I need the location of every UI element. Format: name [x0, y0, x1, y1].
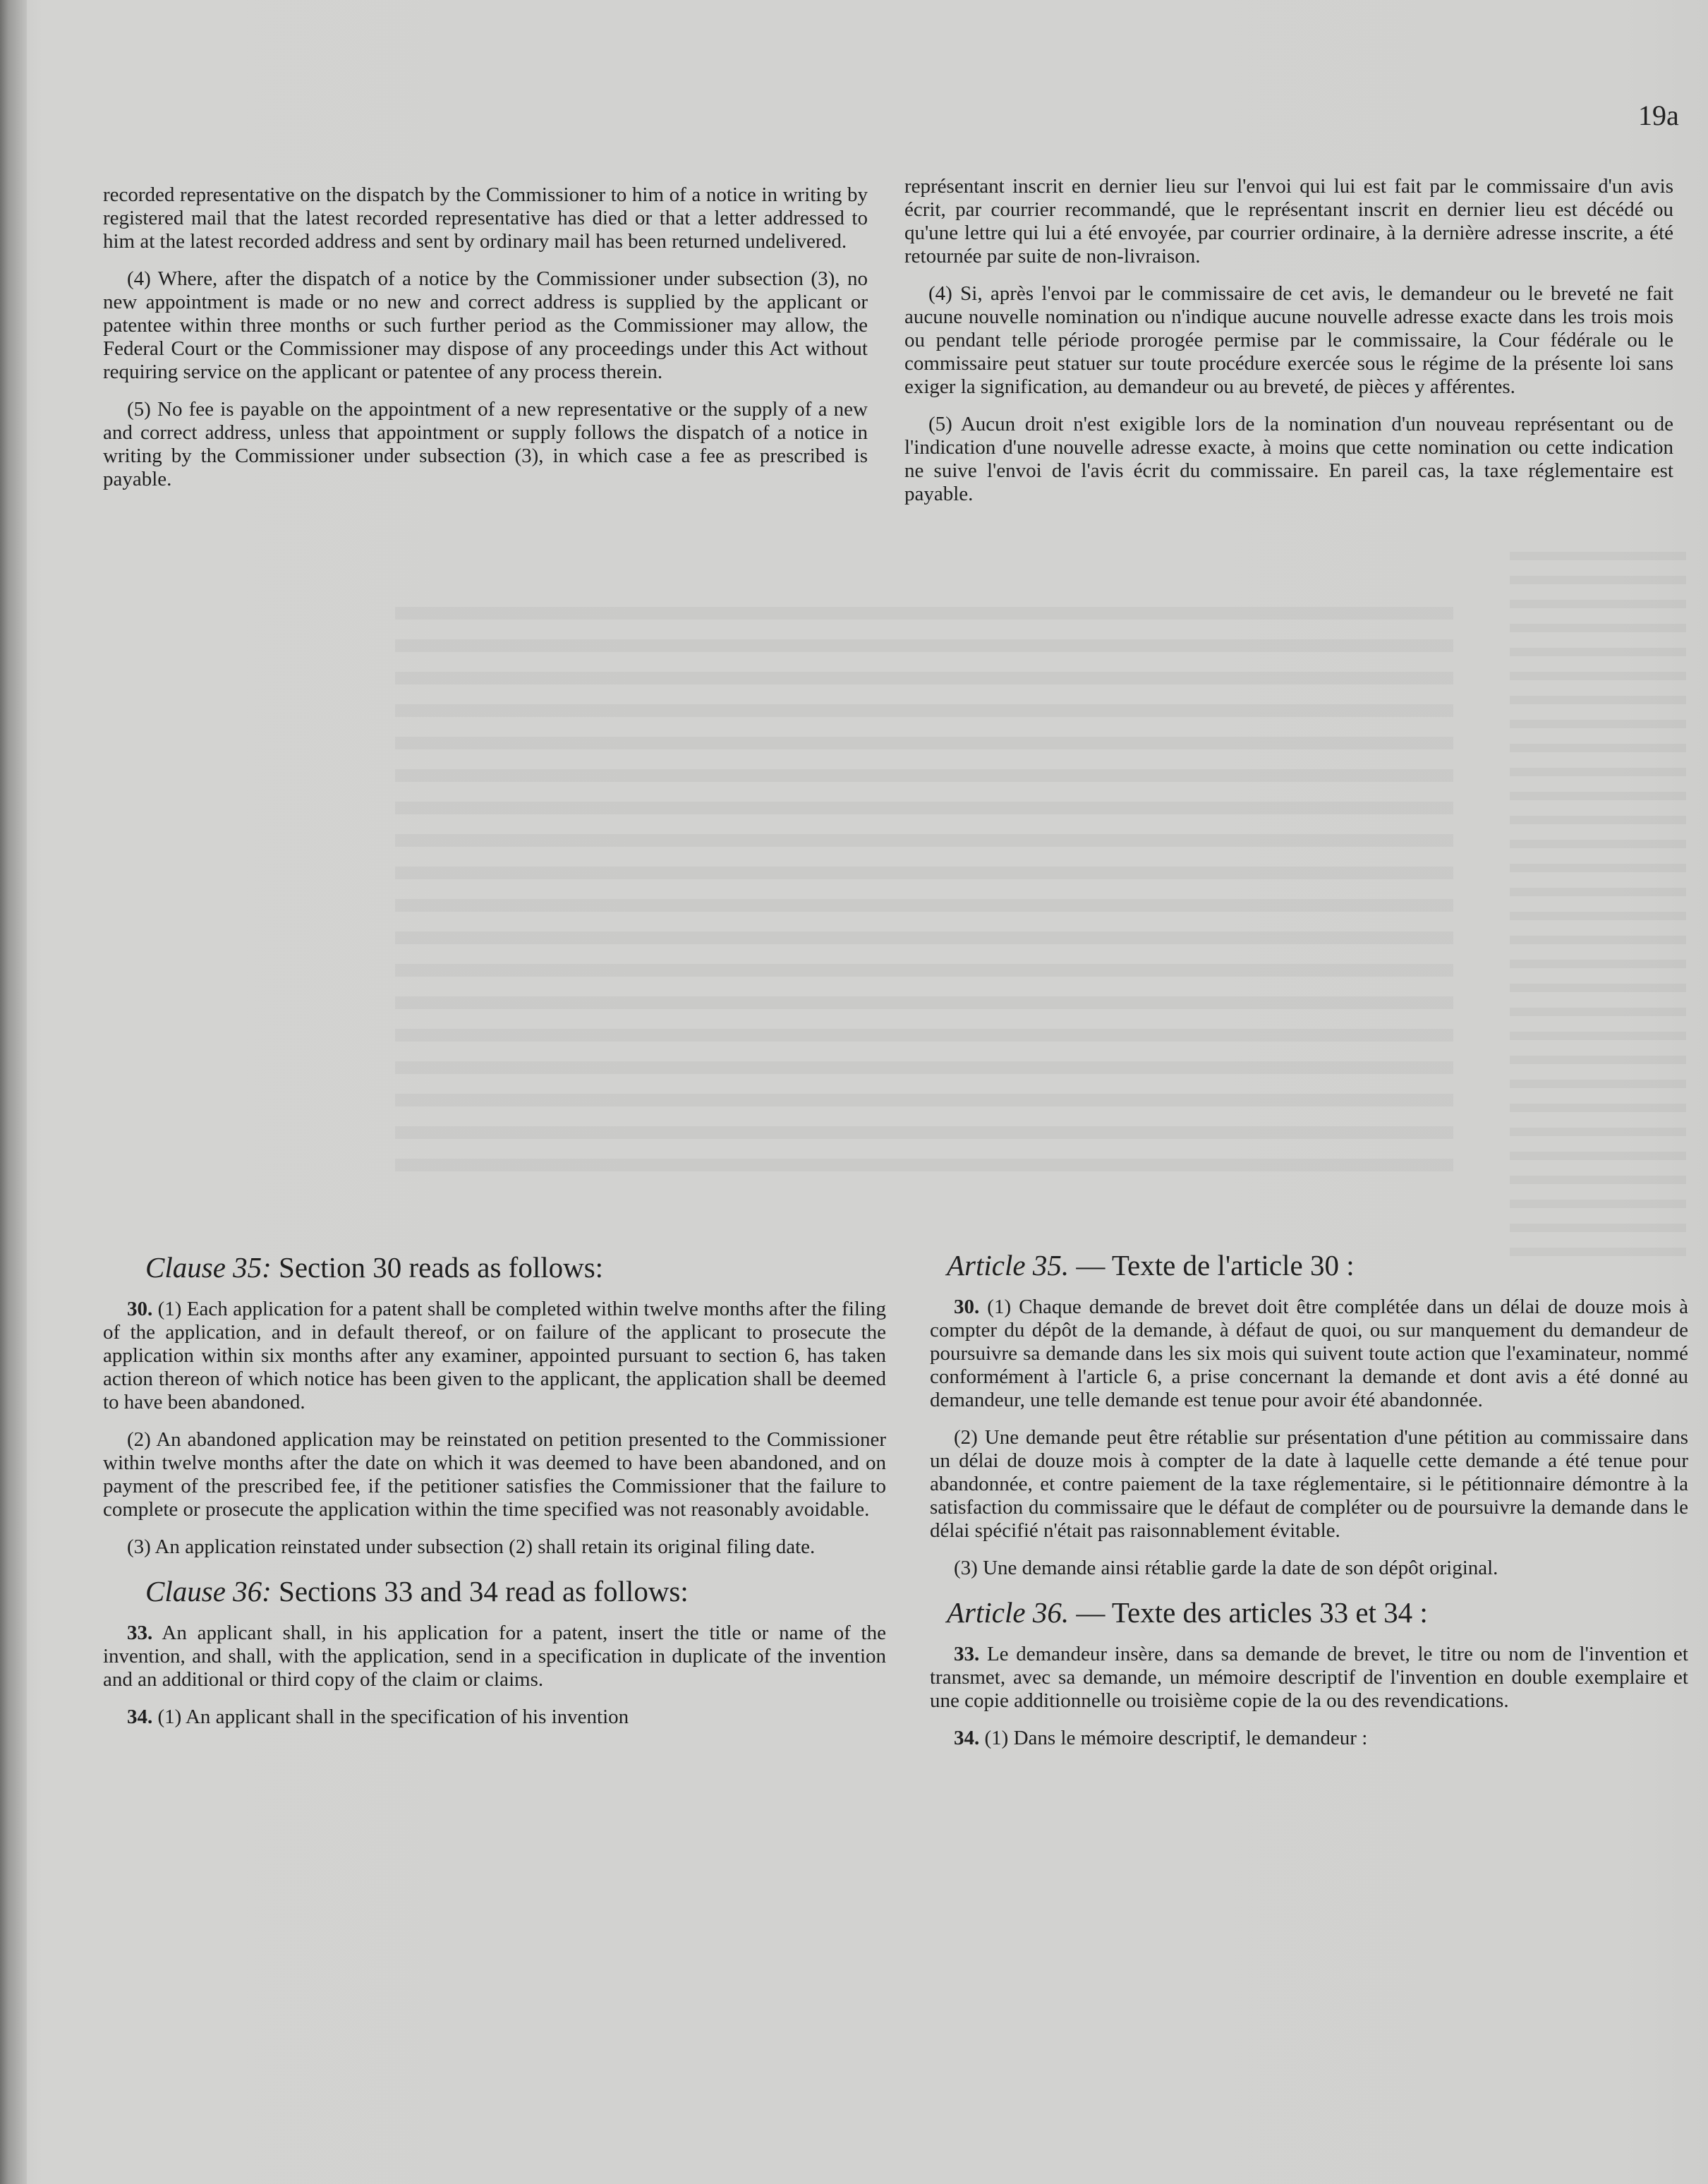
section-text: An applicant shall, in his application for a patent, insert the title or name of the invention, and shall, with the application, send in a specification in duplicate of the invention and an additional or third copy of the claim or claims.	[103, 1622, 886, 1691]
section-number: 33.	[954, 1643, 980, 1665]
article-36-label: Article 36.	[947, 1596, 1070, 1629]
bleed-through-texture-right	[1510, 550, 1686, 1256]
section-text: (1) An applicant shall in the specification of his invention	[152, 1706, 629, 1728]
article-36-heading-text: — Texte des articles 33 et 34 :	[1069, 1596, 1428, 1629]
article-30-paragraph-1	[930, 1296, 1688, 1412]
section-30-subsection-2: (2) An abandoned application may be reinstated on petition presented to the Commissioner within twelve months after the date on which it was deemed to have been abandoned, and on payment of the prescribed fee, if the petitioner satisfies the Commissioner that the failure to complete or prosecute the application within the time specified was not reasonably avoidable.	[103, 1428, 886, 1521]
clause-36-heading	[103, 1575, 886, 1607]
french-column-top	[904, 175, 1673, 520]
clause-35-heading-text: Section 30 reads as follows:	[271, 1251, 604, 1284]
french-subsection-5: (5) Aucun droit n'est exigible lors de la nomination d'un nouveau représentant ou de l'indication d'une nouvelle adresse exacte, à moins que cette nomination ou cette indication ne suive l'envoi de l'avis écrit du commissaire. En pareil cas, la taxe réglementaire est payable.	[904, 413, 1673, 505]
clause-36-label: Clause 36:	[145, 1575, 272, 1607]
page-binding-shadow	[0, 0, 27, 2184]
article-33	[930, 1643, 1688, 1713]
clause-36-heading-text: Sections 33 and 34 read as follows:	[271, 1575, 689, 1607]
article-30-paragraph-3: (3) Une demande ainsi rétablie garde la date de son dépôt original.	[954, 1557, 1498, 1579]
english-subsection-5: (5) No fee is payable on the appointment of a new representative or the supply of a new and correct address, unless that appointment or supply follows the dispatch of a notice in writing by the Commissioner under subsection (3), in which case a fee as prescribed is payable.	[103, 398, 868, 490]
section-30-subsection-1	[103, 1298, 886, 1414]
french-paragraph-continued: représentant inscrit en dernier lieu sur l'envoi qui lui est fait par le commissaire d'un avis écrit, par courrier recommandé, que le représentant inscrit en dernier lieu est décédé ou qu'une lettre qui lui a été envoyée, par courrier ordinaire, à la dernière adresse inscrite, a été retournée par suite de non-livraison.	[904, 175, 1673, 267]
article-35-label: Article 35.	[947, 1249, 1070, 1281]
english-paragraph-continued: recorded representative on the dispatch by the Commissioner to him of a notice in writing by registered mail that the latest recorded representative has died or that a letter addressed to him at the latest recorded address and sent by ordinary mail has been returned undelivered.	[103, 183, 868, 253]
article-35-heading-text: — Texte de l'article 30 :	[1069, 1249, 1355, 1281]
section-number: 34.	[954, 1727, 980, 1749]
section-number: 33.	[127, 1622, 153, 1644]
section-text: (1) Dans le mémoire descriptif, le demandeur :	[979, 1727, 1368, 1749]
section-34	[103, 1706, 886, 1729]
article-36-heading	[930, 1596, 1688, 1629]
section-33	[103, 1622, 886, 1691]
section-text: (1) Chaque demande de brevet doit être complétée dans un délai de douze mois à compter du dépôt de la demande, à défaut de quoi, ou sur manquement du demandeur de poursuivre sa demande dans les six mois qui suivent toute action que l'examinateur, nommé conformément à l'article 6, a prise concernant la demande et dont avis a été donné au demandeur, une telle demande est tenue pour avoir été abandonnée.	[930, 1296, 1688, 1411]
french-column-bottom	[930, 1249, 1688, 1764]
english-subsection-4: (4) Where, after the dispatch of a notice by the Commissioner under subsection (3), no new appointment is made or no new and correct address is supplied by the applicant or patentee within three months or such further period as the Commissioner may allow, the Federal Court or the Commissioner may dispose of any proceedings under this Act without requiring service on the applicant or patentee of any process therein.	[103, 267, 868, 383]
clause-35-heading	[103, 1251, 886, 1284]
article-30-paragraph-2: (2) Une demande peut être rétablie sur présentation d'une pétition au commissaire dans un délai de douze mois à compter de la date à laquelle cette demande a été tenue pour abandonnée, et contre paiement de la taxe réglementaire, si le pétitionnaire démontre à la satisfaction du commissaire que le défaut de compléter ou de poursuivre la demande dans le délai spécifié n'était pas raisonnablement évitable.	[930, 1426, 1688, 1542]
french-subsection-4: (4) Si, après l'envoi par le commissaire de cet avis, le demandeur ou le breveté ne fait aucune nouvelle nomination ou n'indique aucune nouvelle adresse exacte dans les trois mois ou pendant telle période prorogée permise par le commissaire, la Cour fédérale ou le commissaire peut statuer sur toute procédure exercée sous le régime de la présente loi sans exiger la signification, au demandeur ou au breveté, de pièces y afférentes.	[904, 282, 1673, 398]
clause-35-label: Clause 35:	[145, 1251, 272, 1284]
section-number: 30.	[954, 1296, 980, 1318]
article-35-heading	[930, 1249, 1688, 1281]
section-text: (1) Each application for a patent shall be completed within twelve months after the filing of the application, and in default thereof, or on failure of the applicant to prosecute the application within six months after any examiner, appointed pursuant to section 6, has taken action thereon of which notice has been given to the applicant, the application shall be deemed to have been abandoned.	[103, 1298, 886, 1413]
article-34	[930, 1727, 1688, 1750]
english-column-top	[103, 183, 868, 505]
english-column-bottom	[103, 1251, 886, 1743]
section-text: Le demandeur insère, dans sa demande de brevet, le titre ou nom de l'invention et transmet, avec sa demande, un mémoire descriptif de l'invention en double exemplaire et une copie additionnelle ou troisième copie de la ou des revendications.	[930, 1643, 1688, 1712]
section-30-subsection-3: (3) An application reinstated under subsection (2) shall retain its original filing date.	[127, 1536, 816, 1558]
section-number: 34.	[127, 1706, 153, 1728]
section-number: 30.	[127, 1298, 153, 1320]
bleed-through-texture	[395, 607, 1453, 1171]
page-number: 19a	[1638, 99, 1679, 131]
